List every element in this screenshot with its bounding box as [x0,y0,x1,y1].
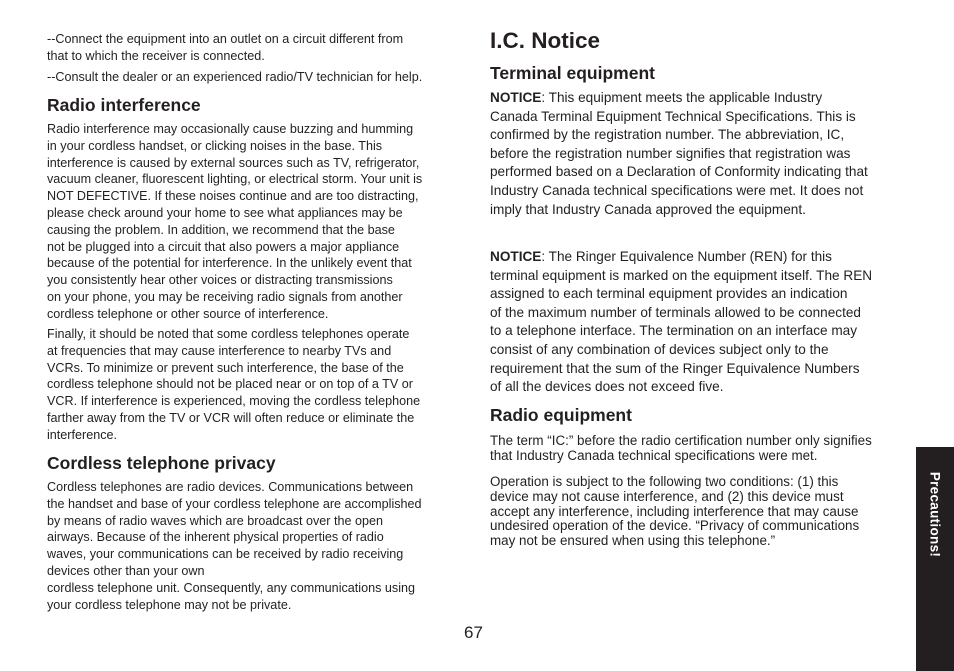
radio-interference-para2 [47,326,467,444]
text-line: Finally, it should be noted that some cordless telephones operate [47,327,410,341]
text-line: in your cordless handset, or clicking noises in the base. This [47,138,383,153]
intro-item-consult: --Consult the dealer or an experienced radio/TV technician for help. [47,69,423,84]
text-line: that Industry Canada technical specifications were met. [490,447,818,463]
text-line: Canada Terminal Equipment Technical Specifications. This is [490,108,856,124]
text-line: of all the devices does not exceed five. [490,379,724,395]
notice-label: NOTICE [490,249,542,264]
text-line: cordless telephone or other source of interference. [47,306,329,321]
text-line: causing the problem. In addition, we recommend that the base [47,222,395,237]
text-line: NOT DEFECTIVE. If these noises continue and are too distracting, [47,189,419,204]
text-line: at frequencies that may cause interference to nearby TVs and [47,343,392,358]
text-line: Operation is subject to the following two conditions: (1) this [490,474,839,489]
text-line: Radio interference may occasionally cause buzzing and humming [47,122,414,136]
text-line: terminal equipment is marked on the equipment itself. The REN [490,267,873,283]
text-line: confirmed by the registration number. The abbreviation, IC, [490,127,845,143]
text-line: device may not cause interference, and (2) this device must [490,488,844,504]
text-line: cordless telephone should not be placed near or on top of a TV or [47,377,413,392]
text-line: requirement that the sum of the Ringer Equivalence Numbers [490,360,860,376]
text-line: devices other than your own [47,563,205,578]
text-line: cordless telephone unit. Consequently, any communications using [47,580,415,595]
radio-equipment-heading: Radio equipment [490,405,632,425]
page-number: 67 [464,623,483,642]
text-line: performed based on a Declaration of Conformity indicating that [490,164,868,180]
ic-notice-title: I.C. Notice [490,28,601,53]
text-line: by means of radio waves which are broadcast over the open [47,513,384,528]
notice-terminal-spec: NOTICE: This equipment meets the applicable Industry Canada Terminal Equipment Technical Specifications. This is confirmed by the registration number. The abbreviation, IC, before the registration number signifies that registration was performed based on a Declaration of Conformity indicating that Industry Canada technical specifications were met. It does not imply that Industry Canada approved the equipment. [490,89,910,219]
text-line: farther away from the TV or VCR will often reduce or eliminate the [47,410,415,425]
text-line: The term “IC:” before the radio certification number only signifies [490,433,872,448]
text-line: to a telephone interface. The termination on an interface may [490,323,858,339]
text-line: VCRs. To minimize or prevent such interference, the base of the [47,360,404,375]
text-line: on your phone, you may be receiving radio signals from another [47,289,403,304]
text-line: interference is caused by external sources such as TV, refrigerator, [47,155,420,170]
text-line: you consistently hear other voices or distracting transmissions [47,273,393,288]
text-line: imply that Industry Canada approved the equipment. [490,201,806,217]
cordless-privacy-heading: Cordless telephone privacy [47,453,276,473]
radio-equipment-para2 [490,475,910,549]
text-line: assigned to each terminal equipment provides an indication [490,286,848,302]
text-line: of the maximum number of terminals allowed to be connected [490,304,861,320]
radio-equipment-para1 [490,434,910,464]
text-line: please check around your home to see what appliances may be [47,205,403,220]
radio-interference-para1 [47,121,467,323]
text-line: interference. [47,427,118,442]
notice-label: NOTICE [490,90,542,105]
text-line: the handset and base of your cordless telephone are accomplished [47,496,422,511]
text-line: undesired operation of the device. “Privacy of communications [490,518,860,534]
cordless-privacy-para [47,479,467,613]
text-line: because of the potential for interference. In the unlikely event that [47,256,412,271]
section-side-tab [916,447,954,671]
text-line: may not be ensured when using this telephone.” [490,533,776,549]
text-line: vacuum cleaner, fluorescent lighting, or electrical storm. Your unit is [47,172,423,187]
notice-ren: NOTICE: The Ringer Equivalence Number (REN) for this terminal equipment is marked on the equipment itself. The REN assigned to each terminal equipment provides an indication of the maximum number of terminals allowed to be connected to a telephone interface. The termination on an interface may consist of any combination of devices subject only to the requirement that the sum of the Ringer Equivalence Numbers of all the devices does not exceed five. [490,248,910,397]
text-line: VCR. If interference is experienced, moving the cordless telephone [47,394,421,409]
terminal-equipment-heading: Terminal equipment [490,63,655,83]
intro-item-connect: --Connect the equipment into an outlet on a circuit different from that to which the receiver is connected. [47,32,404,63]
text-line: airways. Because of the inherent physical properties of radio [47,530,384,545]
radio-interference-heading: Radio interference [47,95,201,115]
side-tab-label: Precautions! [927,471,943,558]
intro-list [47,31,467,85]
text-line: your cordless telephone may not be private. [47,597,292,612]
text-line: before the registration number signifies that registration was [490,145,851,161]
text-line: Industry Canada technical specifications were met. It does not [490,182,864,198]
text-line: accept any interference, including interference that may cause [490,503,859,519]
text-line: Cordless telephones are radio devices. Communications between [47,480,414,494]
text-line: waves, your communications can be received by radio receiving [47,547,404,562]
text-line: not be plugged into a circuit that also powers a major appliance [47,239,400,254]
text-line: consist of any combination of devices subject only to the [490,341,829,357]
